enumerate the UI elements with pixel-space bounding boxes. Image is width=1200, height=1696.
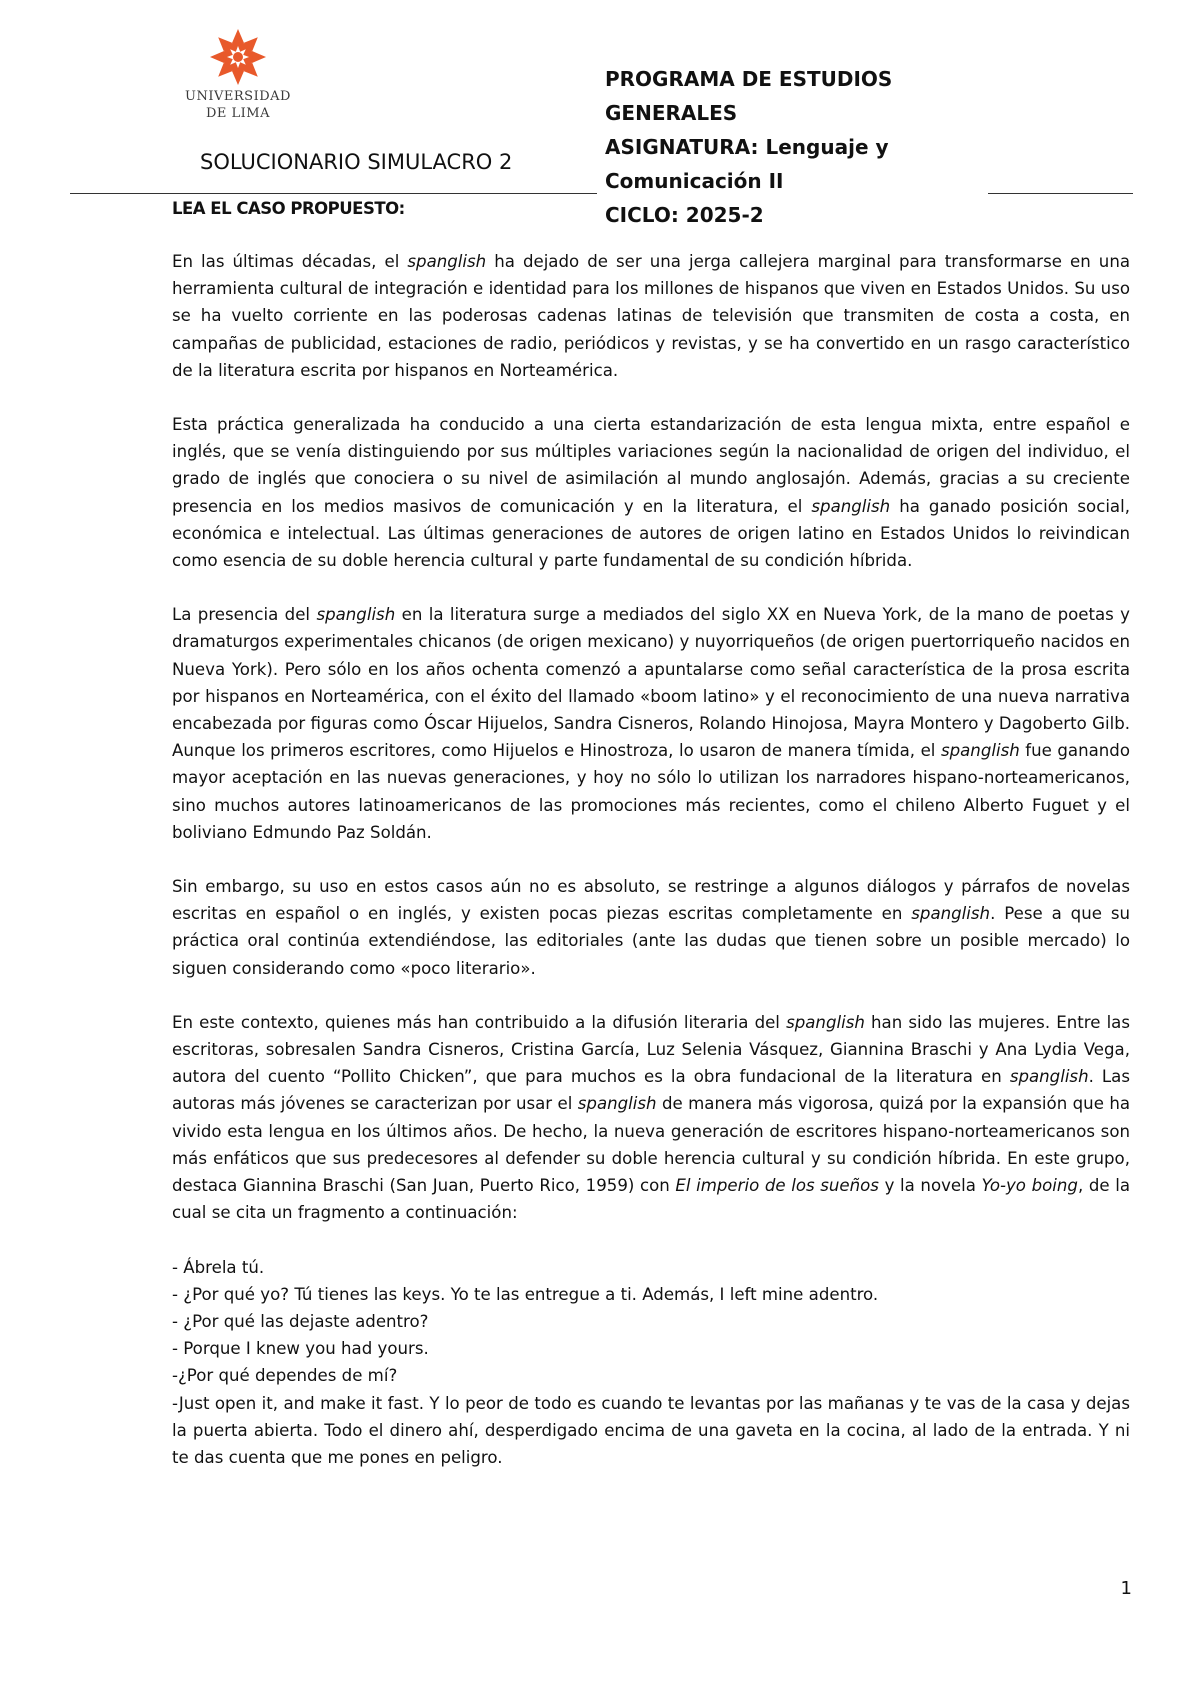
paragraph-5-book-title: El imperio de los sueños: [675, 1176, 879, 1196]
paragraph-2-text: Esta práctica generalizada ha conducido a una cierta estandarización de esta lengua mixta, entre español e inglés, que se venía distinguiendo por sus múltiples variaciones según la nacionalidad de origen del individuo, el grado de inglés que conociera o su nivel de asimilación al mundo anglosajón. Además, gracias a su creciente presencia en los medios masivos de comunicación y en la literatura, el: [172, 415, 1130, 516]
university-star-logo-icon: [206, 28, 270, 86]
dialogue-line: - Ábrela tú.: [172, 1257, 265, 1277]
program-line-1: PROGRAMA DE ESTUDIOS: [605, 67, 893, 91]
paragraph-3-text: fue ganando mayor aceptación en las nuevas generaciones, y hoy no sólo lo utilizan los narradores hispano-norteamericanos, sino muchos autores latinoamericanos de las promociones más recientes, como el chileno Alberto Fuguet y el boliviano Edmundo Paz Soldán.: [172, 741, 1130, 842]
paragraph-2: [172, 411, 1130, 574]
paragraph-5: [172, 1009, 1130, 1227]
paragraph-5-text: . Las autoras más jóvenes se caracterizan por usar el: [172, 1067, 1130, 1114]
program-line-3: ASIGNATURA: Lenguaje y: [605, 135, 889, 159]
paragraph-4-italic: spanglish: [911, 904, 991, 924]
dialogue-line: -¿Por qué dependes de mí?: [172, 1366, 398, 1386]
paragraph-5-italic: spanglish: [1009, 1067, 1089, 1087]
program-line-2: GENERALES: [605, 101, 738, 125]
paragraph-4-text: . Pese a que su práctica oral continúa extendiéndose, las editoriales (ante las dudas que tienen sobre un posible mercado) lo siguen considerando como «poco literario».: [172, 904, 1130, 978]
dialogue-line: -Just open it, and make it fast. Y lo peor de todo es cuando te levantas por las mañanas y te vas de la casa y dejas la puerta abierta. Todo el dinero ahí, desperdigado encima de una gaveta en la cocina, al lado de la entrada. Y ni te das cuenta que me pones en peligro.: [172, 1393, 1130, 1467]
paragraph-5-text: , de la cual se cita un fragmento a continuación:: [172, 1176, 1130, 1223]
paragraph-5-text: de manera más vigorosa, quizá por la expansión que ha vivido esta lengua en los últimos años. De hecho, la nueva generación de escritores hispano-norteamericanos son más enfáticos que sus predecesores al defender su doble herencia cultural y su condición híbrida. En este grupo, destaca Giannina Braschi (San Juan, Puerto Rico, 1959) con: [172, 1094, 1131, 1196]
university-logo: [178, 28, 298, 120]
paragraph-3-italic: spanglish: [316, 605, 396, 625]
paragraph-3-text: La presencia del: [172, 605, 317, 625]
paragraph-2-text: ha ganado posición social, económica e intelectual. Las últimas generaciones de autores de origen latino en Estados Unidos lo reivindican como esencia de su doble herencia cultural y parte fundamental de su condición híbrida.: [172, 496, 1130, 571]
document-title: SOLUCIONARIO SIMULACRO 2: [200, 150, 513, 174]
case-text: [172, 248, 1130, 1471]
logo-text-line1: UNIVERSIDAD: [185, 89, 291, 104]
paragraph-4: [172, 873, 1130, 982]
paragraph-5-text: han sido las mujeres. Entre las escritoras, sobresalen Sandra Cisneros, Cristina García, Luz Selenia Vásquez, Giannina Braschi y Ana Lydia Vega, autora del cuento “Pollito Chicken”, que para muchos es la obra fundacional de la literatura en: [172, 1012, 1130, 1087]
paragraph-5-italic: spanglish: [577, 1094, 657, 1114]
program-line-5: CICLO: 2025-2: [605, 203, 764, 227]
instruction-heading: LEA EL CASO PROPUESTO:: [172, 199, 405, 218]
paragraph-1: [172, 248, 1130, 384]
dialogue-line: - ¿Por qué las dejaste adentro?: [172, 1311, 429, 1331]
paragraph-1-italic: spanglish: [407, 252, 487, 271]
paragraph-3-italic: spanglish: [940, 741, 1020, 761]
program-line-4: Comunicación II: [605, 169, 784, 193]
header-rule-left: [70, 193, 597, 194]
header-rule-right: [988, 193, 1133, 194]
dialogue-fragment: [172, 1254, 1130, 1472]
paragraph-2-italic: spanglish: [811, 496, 891, 516]
paragraph-1-text: En las últimas décadas, el: [172, 252, 408, 271]
paragraph-1-text: ha dejado de ser una jerga callejera marginal para transformarse en una herramienta cultural de integración e identidad para los millones de hispanos que viven en Estados Unidos. Su uso se ha vuelto corriente en las poderosas cadenas latinas de televisión que transmiten de costa a costa, en campañas de publicidad, estaciones de radio, periódicos y revistas, y se ha convertido en un rasgo característico de la literatura escrita por hispanos en Norteamérica.: [172, 252, 1131, 380]
paragraph-3: [172, 601, 1130, 846]
dialogue-line: - ¿Por qué yo? Tú tienes las keys. Yo te las entregue a ti. Además, I left mine adentro.: [172, 1284, 879, 1304]
paragraph-5-italic: spanglish: [786, 1012, 865, 1032]
paragraph-5-book-title: Yo-yo boing: [981, 1176, 1078, 1196]
paragraph-4-text: Sin embargo, su uso en estos casos aún no es absoluto, se restringe a algunos diálogos y párrafos de novelas escritas en español o en inglés, y existen pocas piezas escritas completamente en: [172, 877, 1130, 924]
paragraph-5-text: y la novela: [878, 1176, 982, 1196]
program-block: [605, 62, 945, 232]
logo-text-line2: DE LIMA: [205, 106, 270, 121]
page-number: 1: [1120, 1578, 1132, 1599]
paragraph-5-text: En este contexto, quienes más han contribuido a la difusión literaria del: [172, 1012, 787, 1032]
paragraph-3-text: en la literatura surge a mediados del siglo XX en Nueva York, de la mano de poetas y dramaturgos experimentales chicanos (de origen mexicano) y nuyorriqueños (de origen puertorriqueño nacidos en Nueva York). Pero sólo en los años ochenta comenzó a apuntalarse como señal característica de la prosa escrita por hispanos en Norteamérica, con el éxito del llamado «boom latino» y el reconocimiento de una nueva narrativa encabezada por figuras como Óscar Hijuelos, Sandra Cisneros, Rolando Hinojosa, Mayra Montero y Dagoberto Gilb. Aunque los primeros escritores, como Hijuelos e Hinostroza, lo usaron de manera tímida, el: [172, 605, 1130, 761]
dialogue-line: - Porque I knew you had yours.: [172, 1339, 429, 1359]
